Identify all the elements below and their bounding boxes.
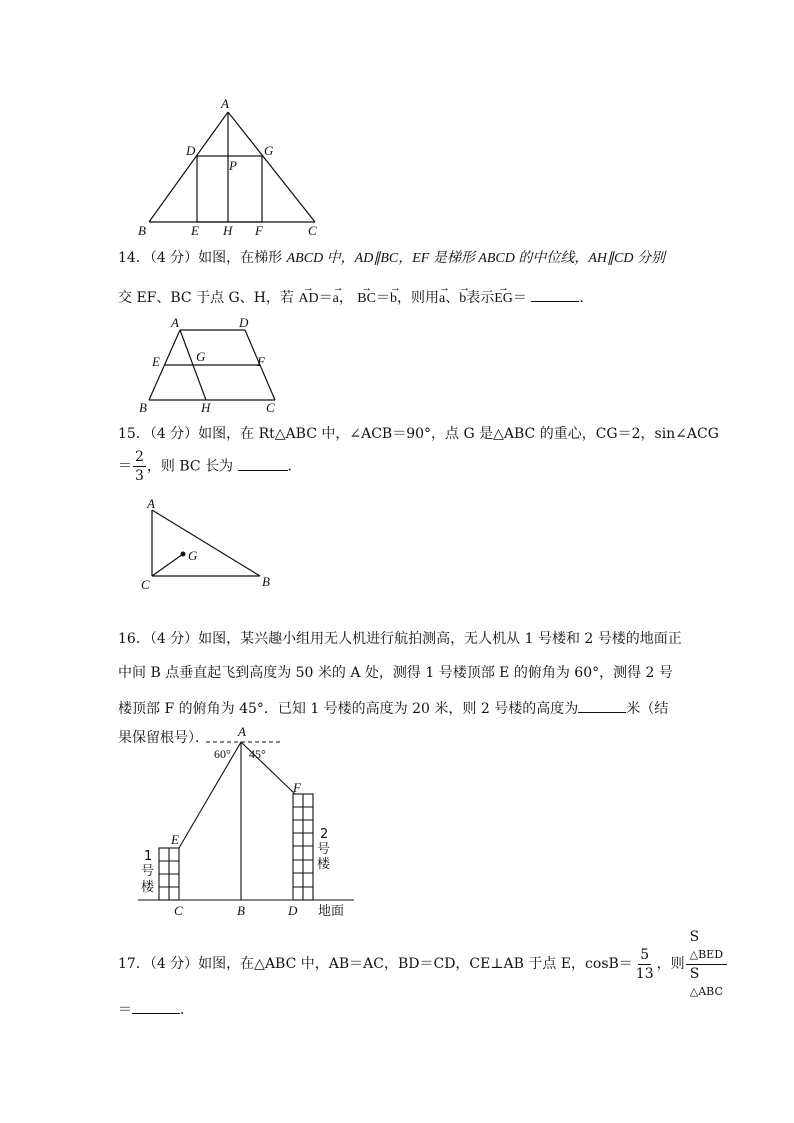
label-G: G (196, 349, 206, 364)
label-F: F (257, 354, 265, 369)
label-E: E (171, 832, 179, 847)
angle-45: 45° (249, 747, 266, 761)
label-C: C (174, 903, 183, 918)
building1-label-3: 楼 (141, 880, 155, 895)
label-B: B (139, 400, 147, 415)
label-A: A (238, 724, 246, 739)
label-H: H (201, 400, 211, 415)
vector-BC: → BC (357, 289, 376, 309)
trapezoid-figure (135, 314, 285, 418)
label-A: A (171, 315, 179, 330)
label-B: B (262, 574, 270, 589)
label-B: B (138, 223, 146, 238)
answer-blank (132, 998, 180, 1014)
q16-line1: 16．（4 分）如图，某兴趣小组用无人机进行航拍测高，无人机从 1 号楼和 2 号楼的地面正 (118, 631, 682, 647)
fraction-2-3: $\frac{2}{3}$ (135, 449, 144, 484)
label-E: E (191, 223, 199, 238)
q16-line4: 果保留根号）． (118, 730, 209, 746)
q14-line1: 14．（4 分）如图，在梯形 ABCD 中，AD∥BC，EF 是梯形 ABCD 的中位线，AH∥CD 分别 (118, 250, 665, 266)
label-G: G (264, 143, 274, 158)
building2-label-3: 楼 (317, 857, 331, 872)
label-D: D (239, 315, 249, 330)
q14-line2: 交 EF、BC 于点 G、H，若 → AD＝→ a， → BC＝→ b，则用→ a、→ b表示→ EG＝ ． (118, 286, 688, 309)
label-C: C (308, 223, 317, 238)
label-P: P (229, 158, 237, 173)
label-G: G (188, 548, 198, 563)
q16-line3: 楼顶部 F 的俯角为 45°．已知 1 号楼的高度为 20 米，则 2 号楼的高度为 米（结 (118, 697, 688, 719)
triangle-square-figure (135, 98, 335, 240)
answer-blank (531, 286, 579, 302)
label-A: A (147, 496, 155, 511)
q16-line2: 中间 B 点垂直起飞到高度为 50 米的 A 处，测得 1 号楼顶部 E 的俯角为 60°，测得 2 号 (118, 665, 673, 681)
label-B: B (237, 903, 245, 918)
label-C: C (266, 400, 275, 415)
q17-line2: ＝ ． (118, 998, 688, 1020)
vector-AD: → AD (298, 289, 318, 309)
ground-label: 地面 (318, 904, 345, 919)
q17-line1: 17．（4 分）如图，在△ABC 中，AB＝AC，BD＝CD，CE⊥AB 于点 E，cosB＝ $\frac{5}{13}$ ，则 S △BED S △ABC (118, 944, 688, 984)
q15-line1: 15．（4 分）如图，在 Rt△ABC 中，∠ACB＝90°，点 G 是△ABC 的重心，CG＝2，sin∠ACG (118, 426, 719, 442)
fraction-5-13: $\frac{5}{13}$ (635, 946, 654, 982)
answer-blank (578, 697, 626, 713)
answer-blank (238, 455, 288, 471)
q15-line2: ＝ $\frac{2}{3}$ ，则 BC 长为 ． (118, 449, 302, 484)
building1-label-2: 号 (141, 864, 155, 879)
label-F: F (293, 780, 301, 795)
building1-label-1: 1 (144, 849, 153, 864)
building2-label-1: 2 (320, 827, 329, 842)
label-D: D (186, 143, 196, 158)
label-F: F (255, 223, 263, 238)
angle-60: 60° (214, 747, 231, 761)
label-A: A (221, 98, 229, 111)
right-triangle-figure (138, 496, 278, 592)
label-E: E (152, 354, 160, 369)
building2-label-2: 号 (317, 842, 331, 857)
label-C: C (141, 577, 150, 592)
label-D: D (288, 903, 298, 918)
area-ratio-fraction: S △BED S △ABC (686, 928, 727, 1001)
vector-EG: → EG (494, 289, 513, 309)
label-H: H (223, 223, 233, 238)
drone-buildings-figure (132, 722, 362, 920)
